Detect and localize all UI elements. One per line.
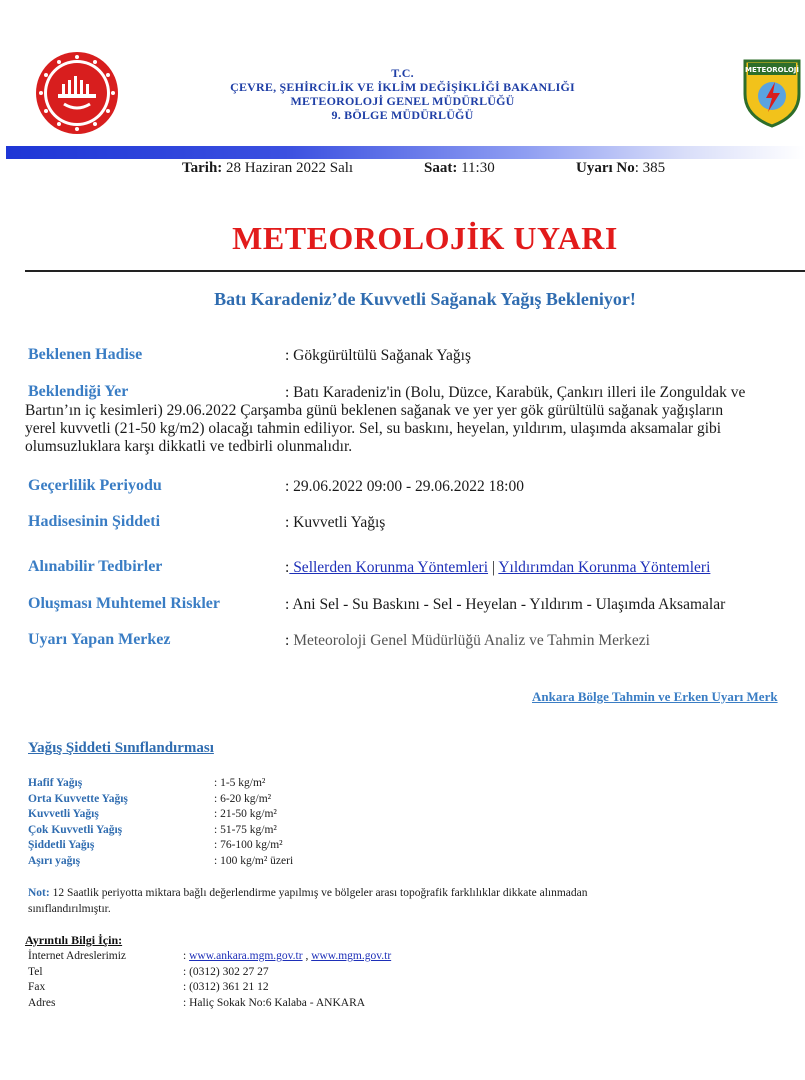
address-value: : Haliç Sokak No:6 Kalaba - ANKARA (183, 996, 366, 1009)
ankara-mgm-link[interactable]: www.ankara.mgm.gov.tr (189, 950, 303, 962)
meta-no-label: Uyarı No (576, 160, 635, 176)
note-label: Not: (28, 887, 50, 899)
fax-value: : (0312) 361 21 12 (183, 981, 269, 993)
web-prefix: : (183, 950, 187, 962)
address-label: Adres (28, 996, 56, 1009)
precautions-separator: | (488, 559, 499, 576)
meta-time (424, 160, 495, 177)
ankara-regional-center-link[interactable]: Ankara Bölge Tahmin ve Erken Uyarı Merk (532, 689, 778, 704)
issuing-center-name: Meteoroloji Genel Müdürlüğü Analiz ve Tahmin Merkezi (289, 632, 650, 649)
meta-date-label: Tarih: (182, 160, 223, 176)
web-label: İnternet Adreslerimiz (28, 950, 127, 962)
fax-label: Fax (28, 981, 46, 993)
meta-time-label: Saat: (424, 160, 458, 176)
mgm-link[interactable]: www.mgm.gov.tr (311, 950, 392, 962)
lightning-protection-link[interactable]: Yıldırımdan Korunma Yöntemleri (498, 559, 711, 576)
issuing-center-label: Uyarı Yapan Merkez (28, 631, 171, 648)
validity-period-label: Geçerlilik Periyodu (28, 477, 162, 494)
expected-event-label: Beklenen Hadise (28, 346, 143, 363)
expected-place-line4: olumsuzluklara karşı dikkatli ve tedbirli olunmalıdır. (25, 438, 353, 455)
note-line2: sınıflandırılmıştır. (28, 902, 111, 915)
header-gradient-bar (6, 146, 805, 159)
flood-protection-link[interactable]: Sellerden Korunma Yöntemleri (289, 559, 489, 576)
severity-value: : Kuvvetli Yağış (285, 514, 386, 531)
meta-time-value: 11:30 (461, 160, 495, 176)
warning-subtitle: Batı Karadeniz’de Kuvvetli Sağanak Yağış Bekleniyor! (214, 289, 636, 309)
expected-place-label: Beklendiği Yer (28, 383, 129, 400)
precautions-value (285, 559, 710, 577)
risks-label: Oluşması Muhtemel Riskler (28, 595, 220, 612)
issuing-center-value (285, 632, 650, 650)
title-divider (25, 270, 805, 272)
expected-place-line2: Bartın’ın iç kesimleri) 29.06.2022 Çarşamba günü beklenen sağanak ve yer yer gök gürültülü sağanak yağışların (25, 402, 724, 419)
meta-no-value: : 385 (634, 160, 666, 176)
class-value: : 76-100 kg/m² (214, 839, 283, 851)
header-line-directorate: METEOROLOJİ GENEL MÜDÜRLÜĞÜ (290, 94, 515, 108)
class-value: : 100 kg/m² üzeri (214, 854, 294, 867)
class-value: : 1-5 kg/m² (214, 777, 266, 789)
issuing-center-prefix: : (285, 632, 290, 649)
class-name: Kuvvetli Yağış (28, 808, 99, 820)
expected-place-line1: : Batı Karadeniz'in (Bolu, Düzce, Karabük, Çankırı illeri ile Zonguldak ve (285, 384, 746, 401)
tel-label: Tel (28, 965, 43, 978)
severity-label: Hadisesinin Şiddeti (28, 513, 161, 530)
class-value: : 21-50 kg/m² (214, 808, 277, 820)
note-line1: 12 Saatlik periyotta miktara bağlı değerlendirme yapılmış ve bölgeler arası topoğrafik farklılıklar dikkate alınmadan (49, 887, 588, 899)
classification-note (28, 886, 788, 917)
validity-period-value: : 29.06.2022 09:00 - 29.06.2022 18:00 (285, 478, 524, 495)
header-line-region: 9. BÖLGE MÜDÜRLÜĞÜ (331, 108, 474, 122)
expected-event-value: : Gökgürültülü Sağanak Yağış (285, 347, 471, 364)
class-name: Çok Kuvvetli Yağış (28, 823, 123, 836)
meta-warning-no (576, 160, 665, 177)
class-name: Orta Kuvvette Yağış (28, 792, 128, 805)
class-value: : 6-20 kg/m² (214, 792, 272, 805)
page-title: METEOROLOJİK UYARI (232, 220, 618, 256)
class-name: Aşırı yağış (28, 854, 81, 867)
precautions-prefix: : (285, 559, 290, 576)
class-name: Hafif Yağış (28, 777, 83, 789)
contact-title: Ayrıntılı Bilgi İçin: (25, 933, 123, 947)
classification-title: Yağış Şiddeti Sınıflandırması (28, 740, 214, 756)
expected-place-line3: yerel kuvvetli (21-50 kg/m2) olacağı tahmin ediliyor. Sel, su baskını, heyelan, yıldırım, ulaşımda aksamalar gibi (25, 420, 722, 437)
header-line-tc: T.C. (391, 66, 414, 80)
meta-date-value: 28 Haziran 2022 Salı (226, 160, 354, 176)
expected-place-paragraph (25, 402, 805, 456)
risks-value: : Ani Sel - Su Baskını - Sel - Heyelan - Yıldırım - Ulaşımda Aksamalar (285, 596, 726, 613)
class-name: Şiddetli Yağış (28, 839, 95, 851)
web-value (183, 949, 391, 965)
tel-value: : (0312) 302 27 27 (183, 965, 269, 978)
web-separator: , (302, 950, 312, 962)
meta-date (182, 160, 353, 177)
precautions-label: Alınabilir Tedbirler (28, 558, 163, 575)
class-value: : 51-75 kg/m² (214, 823, 277, 836)
header-line-ministry: ÇEVRE, ŞEHİRCİLİK VE İKLİM DEĞİŞİKLİĞİ BAKANLIĞI (230, 80, 575, 94)
shield-logo-text: METEOROLOJİ (745, 66, 799, 74)
